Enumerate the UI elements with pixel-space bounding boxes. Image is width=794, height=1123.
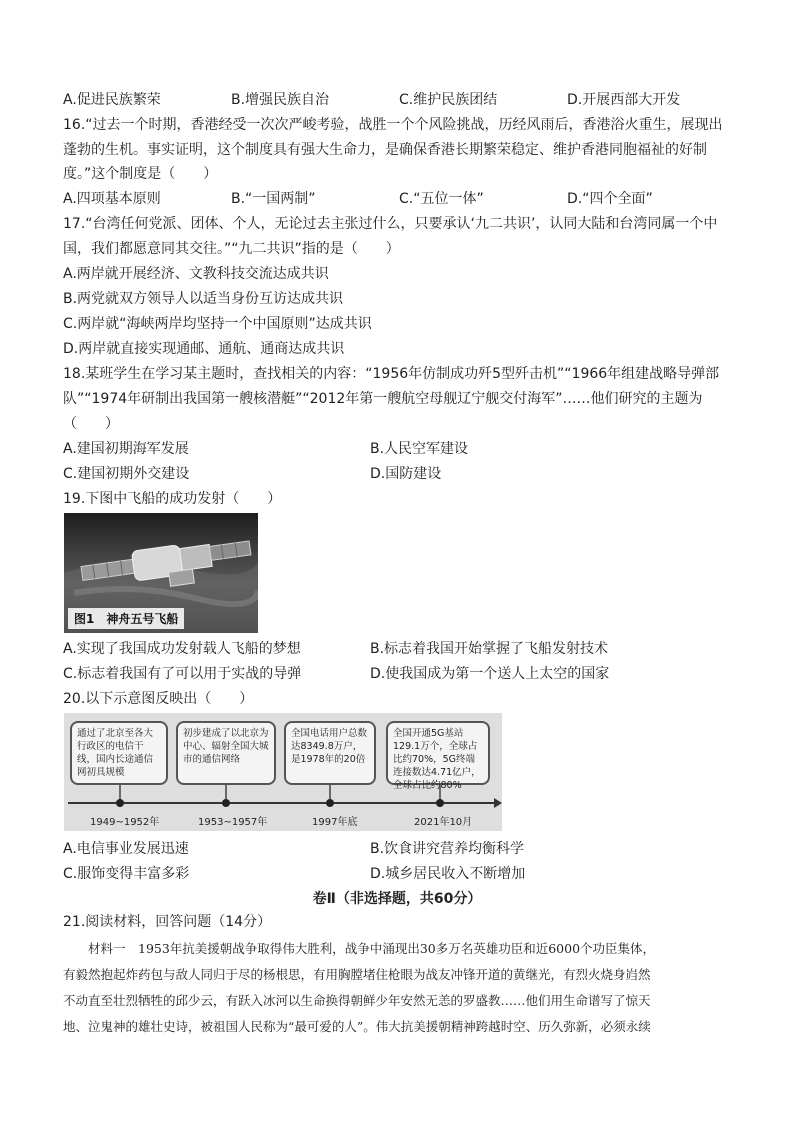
q17-option-a: A.两岸就开展经济、文教科技交流达成共识: [63, 266, 329, 282]
timeline-label-4: 2021年10月: [414, 817, 473, 828]
q17-option-b: B.两党就双方领导人以适当身份互访达成共识: [63, 291, 344, 307]
timeline-dot-1: [116, 799, 124, 807]
telecom-timeline-diagram: [64, 713, 502, 831]
q15-option-a: A.促进民族繁荣: [63, 92, 161, 108]
q16-stem-line-2: 蓬勃的生机。事实证明，这个制度具有强大生命力，是确保香港长期繁荣稳定、维护香港同胞福祉的好制: [63, 142, 707, 158]
q16-option-d: D.“四个全面”: [567, 191, 653, 207]
q21-material-line-2: 有毅然抱起炸药包与敌人同归于尽的杨根思，有用胸膛堵住枪眼为战友冲锋开道的黄继光，有烈火烧身岿然: [63, 967, 651, 982]
q18-option-d: D.国防建设: [370, 466, 442, 482]
timeline-card-1: 通过了北京至各大行政区的电信干线，国内长途通信网初具规模: [70, 721, 168, 785]
q17-stem-line-2: 国，我们都愿意同其交往。”“九二共识”指的是（ ）: [63, 241, 400, 257]
q16-option-b: B.“一国两制”: [231, 191, 316, 207]
q20-option-d: D.城乡居民收入不断增加: [370, 866, 526, 882]
q20-option-c: C.服饰变得丰富多彩: [63, 866, 190, 882]
timeline-label-1: 1949~1952年: [90, 817, 160, 828]
q21-stem: 21.阅读材料，回答问题（14分）: [63, 914, 272, 930]
q16-stem-line-1: 16.“过去一个时期，香港经受一次次严峻考验，战胜一个个风险挑战，历经风雨后，香港浴火重生，展现出: [63, 117, 723, 133]
q20-option-a: A.电信事业发展迅速: [63, 841, 189, 857]
q21-material-line-1: 材料一 1953年抗美援朝战争取得伟大胜利，战争中涌现出30多万名英雄功臣和近6000个功臣集体，: [63, 941, 656, 956]
timeline-dot-3: [326, 799, 334, 807]
q19-option-b: B.标志着我国开始掌握了飞船发射技术: [370, 641, 609, 657]
q17-option-c: C.两岸就“海峡两岸均坚持一个中国原则”达成共识: [63, 316, 372, 332]
q15-option-d: D.开展西部大开发: [567, 92, 681, 108]
timeline-card-4: 全国开通5G基站129.1万个，全球占比约70%，5G终端连接数达4.71亿户，全球占比约80%: [386, 721, 490, 785]
q19-option-a: A.实现了我国成功发射载人飞船的梦想: [63, 641, 301, 657]
timeline-dot-4: [436, 799, 444, 807]
q16-option-c: C.“五位一体”: [399, 191, 484, 207]
timeline-card-2: 初步建成了以北京为中心、辐射全国大城市的通信网络: [176, 721, 276, 785]
q16-stem-line-3: 度。”这个制度是（ ）: [63, 166, 218, 182]
timeline-label-3: 1997年底: [312, 817, 358, 828]
q17-option-d: D.两岸就直接实现通邮、通航、通商达成共识: [63, 341, 345, 357]
shenzhou-5-photo: [64, 513, 258, 633]
q18-stem-line-1: 18.某班学生在学习某主题时，查找相关的内容：“1956年仿制成功歼5型歼击机”“1966年组建战略导弹部: [63, 366, 720, 382]
photo-caption: 图1 神舟五号飞船: [68, 608, 184, 629]
q18-stem-line-3: （ ）: [63, 416, 119, 432]
q19-option-c: C.标志着我国有了可以用于实战的导弹: [63, 666, 302, 682]
q19-stem: 19.下图中飞船的成功发射（ ）: [63, 491, 282, 507]
section-2-title: 卷Ⅱ（非选择题，共60分）: [312, 891, 482, 907]
q18-option-c: C.建国初期外交建设: [63, 466, 190, 482]
q18-option-b: B.人民空军建设: [370, 441, 469, 457]
timeline-card-3: 全国电话用户总数达8349.8万户，是1978年的20倍: [284, 721, 376, 785]
q21-material-line-4: 地、泣鬼神的雄壮史诗，被祖国人民称为“最可爱的人”。伟大抗美援朝精神跨越时空、历久弥新，必须永续: [63, 1019, 651, 1034]
q20-option-b: B.饮食讲究营养均衡科学: [370, 841, 525, 857]
timeline-dot-2: [222, 799, 230, 807]
q19-option-d: D.使我国成为第一个送人上太空的国家: [370, 666, 610, 682]
q21-material-line-3: 不动直至壮烈牺牲的邱少云，有跃入冰河以生命换得朝鲜少年安然无恙的罗盛教……他们用生命谱写了惊天: [63, 993, 651, 1008]
q15-option-c: C.维护民族团结: [399, 92, 498, 108]
q18-stem-line-2: 队”“1974年研制出我国第一艘核潜艇”“2012年第一艘航空母舰辽宁舰交付海军”……他们研究的主题为: [63, 391, 703, 407]
timeline-label-2: 1953~1957年: [198, 817, 268, 828]
q16-option-a: A.四项基本原则: [63, 191, 161, 207]
q15-option-b: B.增强民族自治: [231, 92, 330, 108]
q17-stem-line-1: 17.“台湾任何党派、团体、个人，无论过去主张过什么，只要承认‘九二共识’，认同大陆和台湾同属一个中: [63, 216, 718, 232]
q20-stem: 20.以下示意图反映出（ ）: [63, 691, 254, 707]
q18-option-a: A.建国初期海军发展: [63, 441, 189, 457]
